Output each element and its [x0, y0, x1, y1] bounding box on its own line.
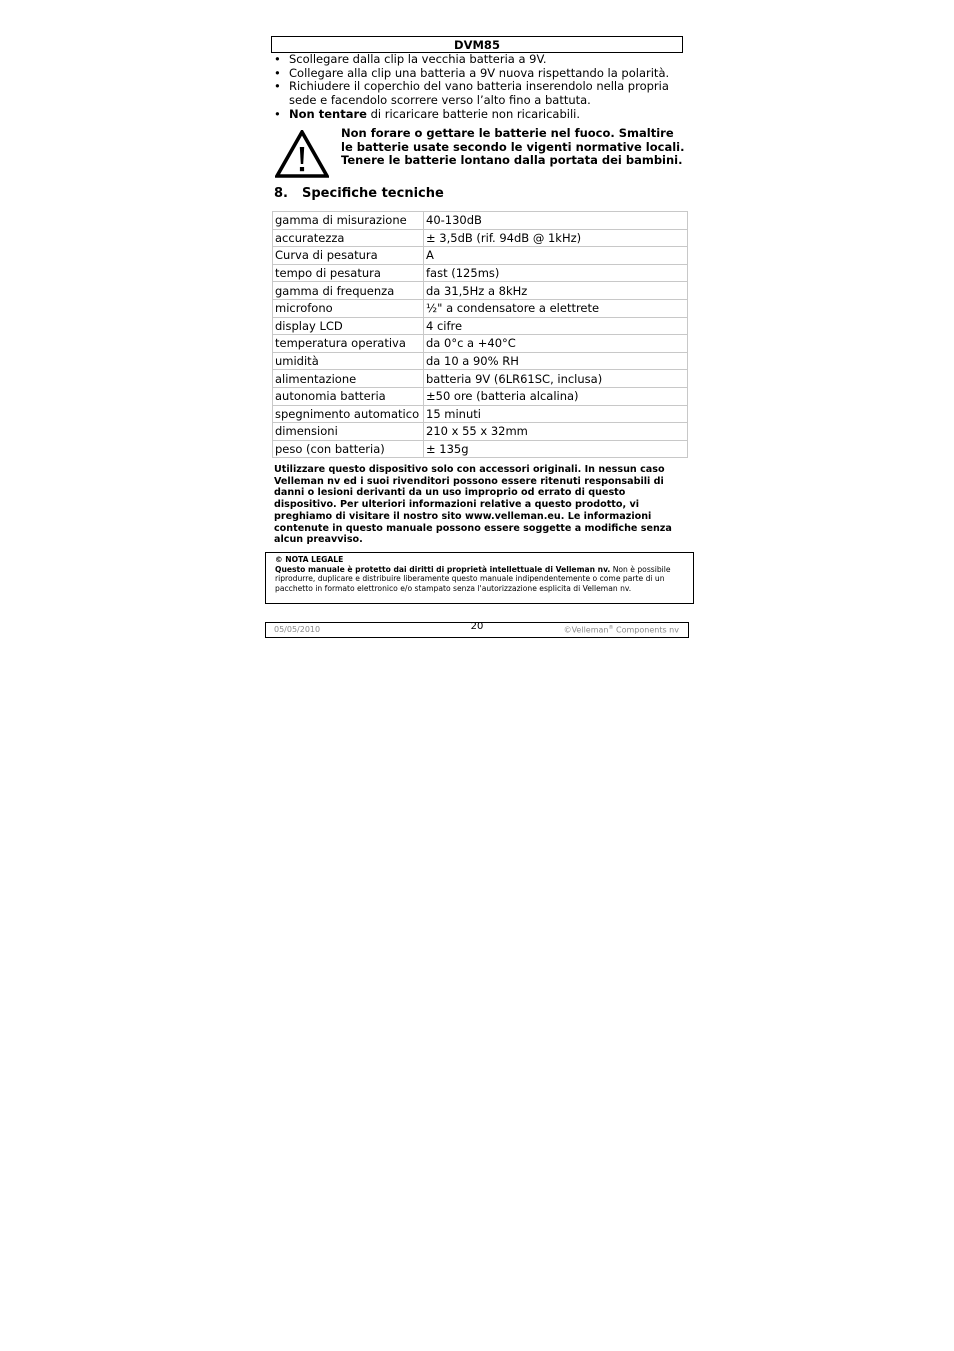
section-title: Specifiche tecniche: [302, 186, 444, 201]
spec-label: Curva di pesatura: [273, 247, 424, 265]
spec-label: accuratezza: [273, 229, 424, 247]
table-row: [273, 299, 688, 317]
spec-value: fast (125ms): [424, 264, 688, 282]
spec-value: ½" a condensatore a elettrete: [424, 299, 688, 317]
spec-label: temperatura operativa: [273, 335, 424, 353]
table-row: [273, 423, 688, 441]
table-row: [273, 317, 688, 335]
spec-label: tempo di pesatura: [273, 264, 424, 282]
table-row: [273, 440, 688, 458]
spec-label: alimentazione: [273, 370, 424, 388]
list-item: • Non tentare di ricaricare batterie non ricaricabili.: [271, 108, 681, 122]
spec-label: gamma di frequenza: [273, 282, 424, 300]
spec-label: gamma di misurazione: [273, 212, 424, 230]
model-title: DVM85: [454, 38, 500, 52]
legal-title: © NOTA LEGALE: [275, 555, 344, 564]
spec-value: ± 3,5dB (rif. 94dB @ 1kHz): [424, 229, 688, 247]
spec-value: da 10 a 90% RH: [424, 352, 688, 370]
table-row: [273, 229, 688, 247]
spec-value: batteria 9V (6LR61SC, inclusa): [424, 370, 688, 388]
page-number: 20: [470, 621, 484, 632]
table-row: [273, 370, 688, 388]
spec-value: A: [424, 247, 688, 265]
spec-value: 210 x 55 x 32mm: [424, 423, 688, 441]
spec-value: 4 cifre: [424, 317, 688, 335]
disclaimer-text: Utilizzare questo dispositivo solo con accessori originali. In nessun caso Velleman nv ed i suoi rivenditori possono essere ritenuti responsabili di danni o lesioni derivanti da un uso improprio od errato di questo dispositivo. Per ulteriori informazioni relative a questo prodotto, vi preghiamo di visitare il nostro sito www.velleman.eu. Le informazioni contenute in questo manuale possono essere soggette a modifiche senza alcun preavviso.: [274, 464, 672, 546]
table-row: [273, 212, 688, 230]
table-row: [273, 405, 688, 423]
spec-value: ± 135g: [424, 440, 688, 458]
table-row: [273, 352, 688, 370]
table-row: [273, 335, 688, 353]
legal-body: Questo manuale è protetto dai diritti di proprietà intellettuale di Velleman nv. Non è possibile riprodurre, duplicare e distribuire liberamente questo manuale indipendentemente o come parte di un pacchetto in formato elettronico e/o stampato senza l'autorizzazione esplicita di Velleman nv.: [275, 564, 671, 594]
table-row: [273, 264, 688, 282]
spec-value: 40-130dB: [424, 212, 688, 230]
legal-notice: [265, 552, 694, 604]
spec-label: dimensioni: [273, 423, 424, 441]
document-header: [271, 36, 683, 53]
specifications-table: [272, 211, 688, 458]
spec-label: spegnimento automatico: [273, 405, 424, 423]
spec-value: ±50 ore (batteria alcalina): [424, 387, 688, 405]
footer-copyright: ©Velleman® Components nv: [563, 625, 679, 635]
spec-label: umidità: [273, 352, 424, 370]
footer-date: 05/05/2010: [274, 625, 321, 634]
table-row: [273, 247, 688, 265]
table-row: [273, 387, 688, 405]
section-number: 8.: [274, 186, 288, 201]
list-item: • Scollegare dalla clip la vecchia batteria a 9V.: [271, 53, 681, 67]
spec-label: microfono: [273, 299, 424, 317]
instruction-list: [271, 53, 681, 122]
section-heading: [274, 186, 444, 202]
spec-value: 15 minuti: [424, 405, 688, 423]
warning-triangle-icon: [275, 130, 329, 178]
spec-label: peso (con batteria): [273, 440, 424, 458]
spec-value: da 0°c a +40°C: [424, 335, 688, 353]
list-item: • Richiudere il coperchio del vano batteria inserendolo nella propria sede e facendolo scorrere verso l’alto fino a battuta.: [271, 80, 681, 107]
list-item: • Collegare alla clip una batteria a 9V nuova rispettando la polarità.: [271, 67, 681, 81]
battery-warning-text: Non forare o gettare le batterie nel fuoco. Smaltire le batterie usate secondo le vigenti normative locali. Tenere le batterie lontano dalla portata dei bambini.: [341, 126, 685, 168]
page-footer: [265, 622, 689, 638]
table-row: [273, 282, 688, 300]
spec-label: autonomia batteria: [273, 387, 424, 405]
spec-value: da 31,5Hz a 8kHz: [424, 282, 688, 300]
spec-label: display LCD: [273, 317, 424, 335]
